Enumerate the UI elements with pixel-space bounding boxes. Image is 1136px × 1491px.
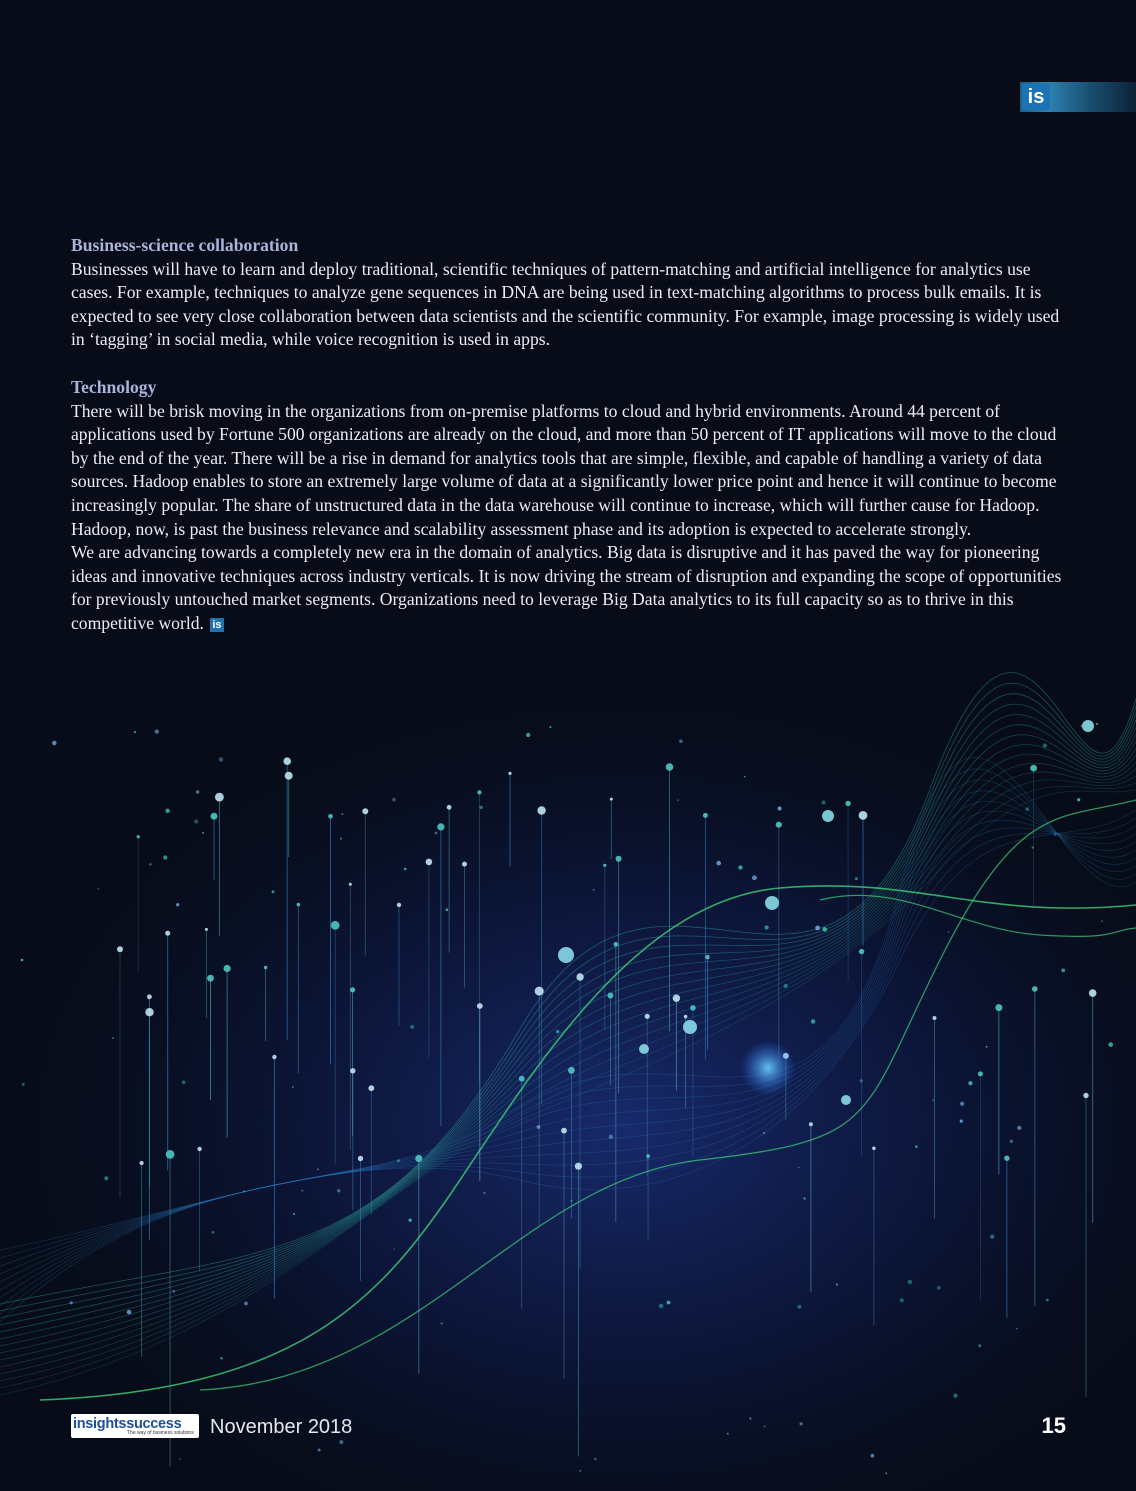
- data-dot: [205, 928, 208, 931]
- data-dot: [477, 790, 481, 794]
- data-dot: [328, 814, 333, 819]
- issue-date: November 2018: [210, 1416, 353, 1438]
- data-dot: [1004, 1156, 1009, 1161]
- data-dot: [1043, 744, 1047, 748]
- end-of-article-icon: is: [210, 618, 224, 632]
- data-dot: [872, 1147, 876, 1151]
- data-dot: [776, 822, 782, 828]
- data-dot: [885, 1472, 887, 1474]
- data-dot: [948, 931, 950, 933]
- data-dot: [1061, 969, 1065, 973]
- data-dot: [283, 757, 291, 765]
- data-dot: [140, 1161, 144, 1165]
- data-dot: [337, 1189, 340, 1192]
- page-number: 15: [1041, 1413, 1066, 1438]
- data-dot: [340, 838, 342, 840]
- data-dot: [244, 1302, 248, 1306]
- data-dot-large: [822, 810, 834, 822]
- data-dot: [1046, 1299, 1049, 1302]
- data-dot: [462, 862, 467, 867]
- data-dot: [836, 1283, 838, 1285]
- data-dot: [659, 1304, 664, 1309]
- data-dot: [716, 861, 721, 866]
- data-dot: [404, 868, 407, 871]
- data-dot: [224, 965, 231, 972]
- data-dot: [765, 925, 769, 929]
- data-dot: [859, 811, 868, 820]
- data-dot: [117, 946, 123, 952]
- data-dot: [937, 1286, 941, 1290]
- data-dot: [22, 1083, 25, 1086]
- data-dot: [350, 987, 355, 992]
- data-dot: [149, 863, 152, 866]
- data-dot: [978, 1071, 983, 1076]
- data-dot: [705, 955, 710, 960]
- data-dot: [362, 808, 368, 814]
- data-dot: [752, 875, 757, 880]
- data-dot: [960, 1120, 963, 1123]
- data-dot: [1101, 920, 1103, 922]
- data-dot: [744, 776, 746, 778]
- data-dot: [859, 949, 864, 954]
- data-dot: [176, 903, 179, 906]
- data-dot: [272, 890, 275, 893]
- data-dot: [549, 726, 551, 728]
- data-dot: [202, 832, 204, 834]
- data-dot: [1025, 807, 1029, 811]
- data-dot: [197, 1147, 201, 1151]
- data-dot: [301, 1190, 303, 1192]
- data-dot: [394, 1248, 396, 1250]
- data-dot: [968, 1081, 972, 1085]
- data-dot: [477, 1003, 483, 1009]
- data-dot: [165, 809, 169, 813]
- section-paragraph: There will be brisk moving in the organizations from on-premise platforms to cloud and hybrid environments. Around 44 percent of applications used by Fortune 500 organizations are already on the cloud, and more than 50 percent of IT applications will move to the cloud by the end of the year. There will be a rise in demand for analytics tools that are simple, flexible, and capable of handling a variety of data sources. Hadoop enables to store an extremely large volume of data at a significantly lower price point and hence it will continue to become increasingly popular. The share of unstructured data in the data warehouse will continue to increase, which will further cause for Hadoop. Hadoop, now, is past the business relevance and scalability assessment phase and its adoption is expected to accelerate strongly.: [71, 400, 1057, 539]
- data-dot: [508, 772, 511, 775]
- data-dot-large: [683, 1020, 697, 1034]
- data-dot-large: [841, 1095, 851, 1105]
- section-heading: Technology: [71, 376, 157, 397]
- data-dot: [778, 807, 782, 811]
- data-dot: [358, 1156, 363, 1161]
- data-dot: [318, 1449, 321, 1452]
- data-dot-large: [558, 947, 574, 963]
- data-dot: [1108, 1042, 1113, 1047]
- data-dot: [690, 1005, 696, 1011]
- data-dot: [519, 1076, 525, 1082]
- data-dot: [1017, 1126, 1021, 1130]
- section-paragraph-final: [71, 541, 1071, 635]
- data-dot: [163, 855, 167, 859]
- data-dot: [575, 1163, 582, 1170]
- data-dot: [822, 801, 826, 805]
- data-dot: [978, 1344, 981, 1347]
- data-dot: [134, 731, 136, 733]
- data-dot: [1077, 798, 1080, 801]
- data-dot: [610, 798, 613, 801]
- brand-tagline: The way of business solutions: [127, 1430, 194, 1436]
- data-dot: [645, 1014, 650, 1019]
- data-dot: [603, 864, 606, 867]
- data-dot: [293, 1213, 295, 1215]
- brand-logo: [71, 1414, 199, 1438]
- data-dot: [749, 1418, 751, 1420]
- data-dot: [446, 908, 449, 911]
- data-dot: [219, 757, 223, 761]
- data-dot: [933, 1016, 937, 1020]
- data-dot: [179, 1458, 181, 1460]
- data-dot: [435, 832, 438, 835]
- data-dot: [986, 1046, 988, 1048]
- data-dot: [1096, 723, 1098, 725]
- data-dot: [21, 959, 24, 962]
- data-dot: [426, 859, 433, 866]
- data-dot: [908, 1280, 913, 1285]
- data-dot: [331, 921, 340, 930]
- data-dot: [194, 819, 198, 823]
- data-dot: [182, 1081, 186, 1085]
- data-dot: [797, 1305, 801, 1309]
- data-dot: [727, 1433, 729, 1435]
- data-dot: [292, 1086, 294, 1088]
- data-dot: [483, 1192, 485, 1194]
- data-dot: [1083, 1093, 1088, 1098]
- data-dot: [97, 888, 99, 890]
- data-dot: [576, 973, 583, 980]
- header-logo-icon: is: [1022, 84, 1050, 110]
- data-dot: [784, 984, 788, 988]
- data-dot: [1054, 833, 1057, 836]
- data-dot: [915, 1145, 918, 1148]
- data-dot: [803, 1197, 805, 1199]
- data-dot: [900, 1298, 904, 1302]
- data-dot: [568, 1067, 575, 1074]
- data-dot: [479, 806, 482, 809]
- data-dot: [667, 1301, 671, 1305]
- data-dot-large: [765, 896, 779, 910]
- data-dot: [220, 1357, 223, 1360]
- data-dot: [212, 1231, 215, 1234]
- brand-part-insights: insights: [73, 1416, 127, 1432]
- data-dot: [447, 805, 452, 810]
- data-dot: [410, 1025, 414, 1029]
- data-dot: [1010, 1140, 1013, 1143]
- data-dot: [350, 1068, 355, 1073]
- data-dot: [666, 763, 674, 771]
- data-dot: [614, 942, 619, 947]
- data-dot: [207, 975, 214, 982]
- data-dot: [70, 1301, 73, 1304]
- data-dot: [1032, 846, 1034, 848]
- data-dot: [415, 1155, 422, 1162]
- data-dot: [990, 1235, 994, 1239]
- data-dot: [616, 856, 622, 862]
- article-body: [71, 234, 1071, 636]
- final-paragraph-text: We are advancing towards a completely new era in the domain of analytics. Big data is disruptive and it has paved the way for pioneering ideas and innovative techniques across industry verticals. It is now driving the stream of disruption and expanding the scope of opportunities for previously untouched market segments. Organizations need to leverage Big Data analytics to its full capacity so as to thrive in this competitive world.: [71, 542, 1062, 633]
- data-dot: [764, 1425, 766, 1427]
- data-dot: [763, 1132, 765, 1134]
- data-dot: [317, 1168, 319, 1170]
- data-dot: [823, 927, 828, 932]
- data-dot: [272, 1055, 276, 1059]
- data-dot: [341, 813, 343, 815]
- data-dot: [607, 993, 613, 999]
- data-dot: [932, 1099, 934, 1101]
- data-dot: [52, 741, 57, 746]
- data-dot: [738, 865, 742, 869]
- data-dot: [145, 1008, 153, 1016]
- data-dot: [349, 883, 352, 886]
- data-dot: [392, 798, 396, 802]
- section-paragraph: Businesses will have to learn and deploy traditional, scientific techniques of pattern-matching and artificial intelligence for analytics use cases. For example, techniques to analyze gene sequences in DNA are being used in text-matching algorithms to process bulk emails. It is expected to see very close collaboration between data scientists and the scientific community. For example, image processing is widely used in ‘tagging’ in social media, while voice recognition is used in apps.: [71, 258, 1060, 350]
- data-dot: [526, 733, 530, 737]
- data-dot: [535, 987, 544, 996]
- data-dot: [556, 1030, 559, 1033]
- data-dot: [594, 1458, 597, 1461]
- data-dot: [537, 1125, 541, 1129]
- data-dot: [855, 877, 858, 880]
- data-dot: [1016, 1328, 1018, 1330]
- data-dot: [155, 730, 159, 734]
- data-dot: [570, 1200, 572, 1202]
- data-dot: [437, 823, 444, 830]
- data-dot-large: [639, 1044, 649, 1054]
- data-dot: [166, 1150, 175, 1159]
- data-dot: [127, 1310, 132, 1315]
- data-dot: [798, 1167, 800, 1169]
- data-dot: [871, 1454, 875, 1458]
- data-dot: [593, 889, 595, 891]
- data-dot-large: [1082, 720, 1094, 732]
- data-dot: [147, 994, 152, 999]
- data-dot: [995, 1004, 1002, 1011]
- data-dot: [285, 772, 293, 780]
- data-dot: [196, 790, 199, 793]
- data-dot: [112, 1037, 114, 1039]
- data-dot: [211, 813, 218, 820]
- data-dot: [679, 739, 683, 743]
- section-heading: Business-science collaboration: [71, 235, 299, 255]
- data-dot: [441, 1322, 443, 1324]
- data-dot: [137, 835, 140, 838]
- data-dot: [1030, 765, 1037, 772]
- data-dot: [860, 1079, 863, 1082]
- data-dot: [243, 1190, 245, 1192]
- data-dot: [809, 1122, 813, 1126]
- data-dot: [811, 1019, 815, 1023]
- data-dot: [953, 1394, 957, 1398]
- data-dot: [172, 1290, 175, 1293]
- data-dot: [646, 1154, 650, 1158]
- data-dot: [673, 995, 680, 1002]
- data-dot: [960, 1102, 964, 1106]
- data-dot: [561, 1128, 567, 1134]
- data-dot: [1089, 989, 1097, 997]
- data-dot: [677, 799, 679, 801]
- data-dot: [815, 926, 820, 931]
- data-dot: [368, 1085, 374, 1091]
- data-dot: [104, 1176, 108, 1180]
- data-dot: [1032, 986, 1038, 992]
- data-dot: [264, 966, 267, 969]
- data-dot: [800, 1422, 803, 1425]
- data-dot: [397, 903, 401, 907]
- data-dot: [215, 793, 224, 802]
- data-dot: [409, 1219, 412, 1222]
- data-dot: [537, 806, 545, 814]
- brand-part-success: success: [126, 1416, 182, 1432]
- data-dot: [297, 903, 301, 907]
- data-dot: [165, 931, 170, 936]
- data-dot: [609, 1135, 613, 1139]
- data-dot: [845, 801, 850, 806]
- data-dot: [703, 813, 708, 818]
- data-dot: [684, 1015, 688, 1019]
- data-dot: [580, 1470, 582, 1472]
- data-dot: [397, 1159, 400, 1162]
